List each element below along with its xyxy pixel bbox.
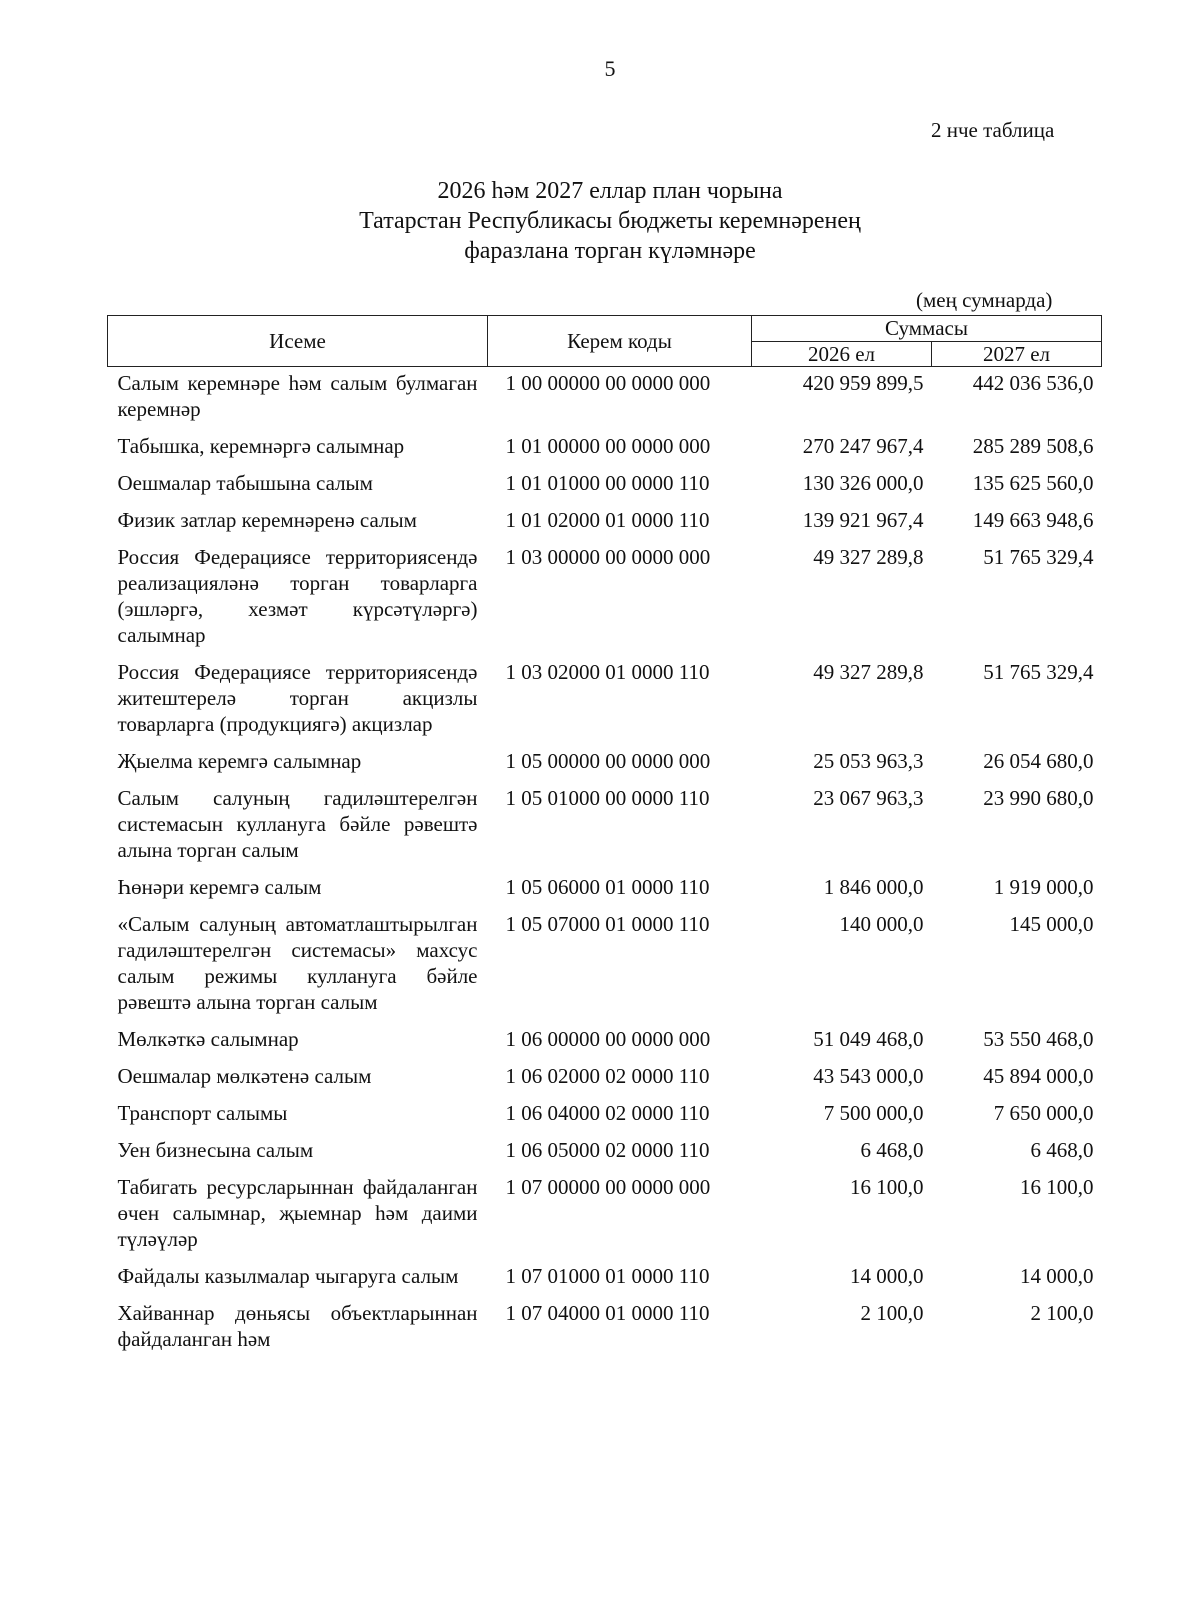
table-row: [108, 659, 1102, 748]
amount-2027-cell: 51 765 329,4: [983, 545, 1094, 569]
code-cell: 1 03 02000 01 0000 110: [505, 660, 710, 684]
amount-2026-cell: 43 543 000,0: [813, 1064, 924, 1088]
code-cell: 1 06 00000 00 0000 000: [505, 1027, 711, 1051]
table-row: [108, 785, 1102, 874]
code-cell: 1 00 00000 00 0000 000: [505, 371, 711, 395]
title-line: Татарстан Республикасы бюджеты керемнәренең: [359, 208, 861, 234]
code-cell: 1 05 06000 01 0000 110: [505, 875, 710, 899]
table-label: 2 нче таблица: [931, 118, 1055, 142]
amount-2026-cell: 14 000,0: [850, 1264, 924, 1288]
table-row: [108, 1063, 1102, 1100]
amount-2027-cell: 149 663 948,6: [972, 508, 1094, 532]
amount-2026-cell: 2 100,0: [860, 1301, 924, 1325]
code-cell: 1 07 04000 01 0000 110: [505, 1301, 710, 1325]
name-cell: Оешмалар табышына салым: [117, 471, 373, 495]
code-cell: 1 05 07000 01 0000 110: [505, 912, 710, 936]
amount-2027-cell: 1 919 000,0: [993, 875, 1094, 899]
header-name: Исеме: [108, 316, 488, 367]
table-row: [108, 1026, 1102, 1063]
code-cell: 1 01 02000 01 0000 110: [505, 508, 710, 532]
amount-2026-cell: 139 921 967,4: [802, 508, 924, 532]
name-cell: Уен бизнесына салым: [117, 1138, 314, 1162]
code-cell: 1 03 00000 00 0000 000: [505, 545, 711, 569]
code-cell: 1 01 01000 00 0000 110: [505, 471, 710, 495]
amount-2027-cell: 145 000,0: [1009, 912, 1094, 936]
table-row: [108, 1137, 1102, 1174]
header-sums: Суммасы: [752, 316, 1102, 342]
amount-2026-cell: 49 327 289,8: [813, 660, 924, 684]
table-row: [108, 874, 1102, 911]
table-row: [108, 1174, 1102, 1263]
table-body: [108, 367, 1102, 1364]
code-cell: 1 06 04000 02 0000 110: [505, 1101, 710, 1125]
amount-2027-cell: 6 468,0: [1030, 1138, 1094, 1162]
table-row: [108, 1100, 1102, 1137]
table-header: [108, 316, 1102, 367]
table-row: [108, 507, 1102, 544]
table-row: [108, 544, 1102, 659]
code-cell: 1 07 01000 01 0000 110: [505, 1264, 710, 1288]
page-title: [0, 176, 1200, 266]
title-line: 2026 һәм 2027 еллар план чорына: [437, 178, 783, 204]
amount-2026-cell: 16 100,0: [850, 1175, 924, 1199]
code-cell: 1 06 02000 02 0000 110: [505, 1064, 710, 1088]
title-line: фаразлана торган күләмнәре: [464, 238, 756, 264]
amount-2027-cell: 23 990 680,0: [983, 786, 1094, 810]
amount-2027-cell: 285 289 508,6: [972, 434, 1094, 458]
amount-2027-cell: 135 625 560,0: [972, 471, 1094, 495]
amount-2026-cell: 6 468,0: [860, 1138, 924, 1162]
name-cell: «Салым салуның автоматлаштырылган гадиләштерелгән системасы» махсус салым режимы куллануга бәйле рәвештә алына торган салым: [117, 912, 478, 1014]
name-cell: Салым керемнәре һәм салым булмаган керемнәр: [117, 371, 478, 421]
name-cell: Транспорт салымы: [117, 1101, 288, 1125]
amount-2027-cell: 51 765 329,4: [983, 660, 1094, 684]
amount-2027-cell: 442 036 536,0: [972, 371, 1094, 395]
name-cell: Россия Федерациясе территориясендә житештерелә торган акцизлы товарларга (продукциягә) акцизлар: [117, 660, 478, 736]
name-cell: Физик затлар керемнәренә салым: [117, 508, 417, 532]
table-row: [108, 748, 1102, 785]
header-year-2027: 2027 ел: [932, 341, 1102, 367]
code-cell: 1 05 00000 00 0000 000: [505, 749, 711, 773]
name-cell: Оешмалар мөлкәтенә салым: [117, 1064, 372, 1088]
table-row: [108, 1300, 1102, 1363]
name-cell: Җыелма керемгә салымнар: [117, 749, 362, 773]
page-number: 5: [604, 56, 616, 81]
name-cell: Табышка, керемнәргә салымнар: [117, 434, 405, 458]
code-cell: 1 05 01000 00 0000 110: [505, 786, 710, 810]
amount-2026-cell: 7 500 000,0: [823, 1101, 924, 1125]
name-cell: Хайваннар дөньясы объектларыннан файдаланган һәм: [117, 1301, 478, 1351]
name-cell: Файдалы казылмалар чыгаруга салым: [117, 1264, 459, 1288]
header-code: Керем коды: [488, 316, 752, 367]
amount-2026-cell: 25 053 963,3: [813, 749, 924, 773]
code-cell: 1 06 05000 02 0000 110: [505, 1138, 710, 1162]
amount-2027-cell: 45 894 000,0: [983, 1064, 1094, 1088]
units-note: (мең сумнарда): [916, 288, 1053, 312]
amount-2027-cell: 7 650 000,0: [993, 1101, 1094, 1125]
code-cell: 1 01 00000 00 0000 000: [505, 434, 711, 458]
amount-2026-cell: 270 247 967,4: [802, 434, 924, 458]
code-cell: 1 07 00000 00 0000 000: [505, 1175, 711, 1199]
table-row: [108, 433, 1102, 470]
amount-2026-cell: 51 049 468,0: [813, 1027, 924, 1051]
name-cell: Мөлкәткә салымнар: [117, 1027, 299, 1051]
name-cell: Һөнәри керемгә салым: [117, 875, 322, 899]
amount-2026-cell: 1 846 000,0: [823, 875, 924, 899]
amount-2026-cell: 140 000,0: [839, 912, 924, 936]
amount-2027-cell: 14 000,0: [1020, 1264, 1094, 1288]
table-row: [108, 911, 1102, 1026]
table-row: [108, 367, 1102, 434]
amount-2027-cell: 2 100,0: [1030, 1301, 1094, 1325]
name-cell: Россия Федерациясе территориясендә реализацияләнә торган товарларга (эшләргә, хезмәт күрсәтүләргә) салымнар: [117, 545, 478, 647]
amount-2027-cell: 53 550 468,0: [983, 1027, 1094, 1051]
amount-2026-cell: 420 959 899,5: [802, 371, 924, 395]
amount-2027-cell: 16 100,0: [1020, 1175, 1094, 1199]
amount-2026-cell: 23 067 963,3: [813, 786, 924, 810]
name-cell: Табигать ресурсларыннан файдаланган өчен салымнар, җыемнар һәм даими түләүләр: [117, 1175, 478, 1251]
amount-2026-cell: 49 327 289,8: [813, 545, 924, 569]
table-row: [108, 1263, 1102, 1300]
header-year-2026: 2026 ел: [752, 341, 932, 367]
amount-2027-cell: 26 054 680,0: [983, 749, 1094, 773]
table-row: [108, 470, 1102, 507]
amount-2026-cell: 130 326 000,0: [802, 471, 924, 495]
revenue-table: [107, 315, 1102, 1363]
name-cell: Салым салуның гадиләштерелгән системасын куллануга бәйле рәвештә алына торган салым: [117, 786, 478, 862]
